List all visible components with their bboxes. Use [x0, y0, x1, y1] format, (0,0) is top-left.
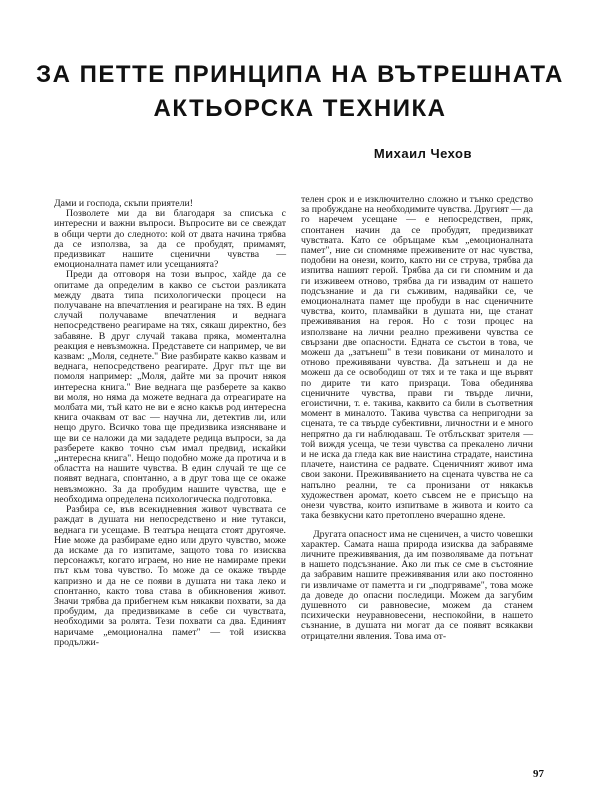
greeting-paragraph: Дами и господа, скъпи приятели!	[54, 198, 193, 209]
left-column	[54, 199, 286, 648]
article-title-line-1: ЗА ПЕТТЕ ПРИНЦИПА НА ВЪТРЕШНАТА	[36, 61, 564, 88]
right-column	[301, 195, 533, 642]
body-paragraph: Другата опасност има не сценичен, а чисто човешки характер. Самата наша природа изисква да забравяме личните преживявания, да им позволяваме да потънат в нашето подсъзнание. Ако ли пък се сме в състояние да забравим нашите преживявания или ако постоянно ги извличаме от паметта и ги „подгряваме", това може да доведе до опасни последици. Можем да загубим душевното си равновесие, можем да станем психически неуравновесени, неспокойни, в нашето съзнание, в душата ни могат да се появят всякакви отрицателни явления. Това има от-	[301, 528, 533, 642]
body-paragraph: Разбира се, във всекидневния живот чувствата се раждат в душата ни непосредствено и ние тутакси, веднага ги усещаме. В театъра нещата стоят другояче. Ние може да разбираме едно или друго чувство, може да искаме да го изпитаме, защото това го изисква персонажът, когато играем, но ние не намираме преки път към това чувство. То може да се окаже твърде капризно и да не се появи в душата ни така леко и спонтанно, както това става в обикновения живот. Значи трябва да прибегнем към някакви похвати, за да пробудим, да предизвикаме в себе си чувствата, необходими за ролята. Тези похвати са два. Единият наричаме „емоционална памет" — той изисква продължи-	[54, 504, 286, 648]
article-title	[30, 58, 570, 126]
body-paragraph: телен срок и е изключително сложно и тънко средство за пробуждане на необходимите чувства. Другият — да го наречем усещане — е непосредствен, пряк, спонтанен начин да се пробудят, предизвикат чувствата. Като се обръщаме към „емоционалната памет", ние си спомняме преживените от нас чувства, подобни на онези, които, както ни се струва, трябва да изпитва нашият герой. Трябва да си ги спомним и да ги изживеем отново, трябва да ги извадим от нашето подсъзнание и да ги съживим, надявайки се, че емоционалната памет ще пробуди в нас сценичните чувства, които, пламвайки в душата ни, ще станат преживявания на героя. Но с този процес на използване на лични реално преживени чувства се свързани две опасности. Едната се състои в това, че можеш да „затънеш" в тези повикани от миналото и отново преживявани чувства. Да затънеш и да не можеш да се освободиш от тях и те така и ще вървят по дирите ти като призраци. Това обединява сценичните чувства, прави ги твърде лични, егоистични, т. е. такива, каквито са били в съответния момент в миналото. Такива чувства са непригодни за сцената, те са твърде субективни, личностни и е много непрятно да ги наблюдаваш. Те отблъскват зрителя — той виждя усеща, че тези чувства са прекалено лични и не иска да гледа как вие наистина страдате, наистина плачете, наистина се радвате. Сценичният живот има свои закони. Преживяванието на сцената чувства не са напълно реални, те са пронизани от някакъв художествен аромат, което съвсем не е присъщо на онези чувства, които изпитваме в живота и които са така безвкусни като претоплено вчерашно ядене.	[301, 194, 533, 522]
article-author: Михаил Чехов	[373, 146, 472, 161]
page-number: 97	[533, 768, 544, 780]
body-paragraph: Позволете ми да ви благодаря за списъка с интересни и важни въпроси. Въпросите ви се свеждат в общи черти до следното: кой от двата начина трябва да се използва, за да се пробудят, примамят, предизвикат нашите сценични чувства — емоционалната памет или усещанията?	[54, 208, 286, 271]
article-title-line-2: АКТЬОРСКА ТЕХНИКА	[153, 95, 447, 122]
body-paragraph: Преди да отговоря на този въпрос, хайде да се опитаме да определим в какво се състои разликата между двата типа психологически процеси на получаване на впечатления и реагиране на тях. В един случай получаваме впечатления и веднага непосредствено реагираме на тях, сякаш директно, без забавяне. В друг случай такава пряка, моментална реакция е невъзможна. Представете си например, че ви казвам: „Моля, седнете." Вие разбирате какво казвам и веднага, непосредствено реагирате. Друг път ще ви помоля например: „Моля, дайте ми за прочит някоя интересна книга." Вие веднага ще разберете за какво ви моля, но няма да можете веднага да отреагирате на молбата ми, тъй като не ви е ясно какъв род интересна книга очаквам от вас — научна ли, детектив ли, или нещо друго. Всичко това ще предизвика изясняване и ще ви се наложи да ми зададете редица въпроси, за да разберете какво точно съм имал предвид, искайки „интересна книга". Нещо подобно може да протича и в областта на нашите чувства. В един случай те ще се появят веднага, спонтанно, а в друг това ще се окаже невъзможно. За да пробудим нашите чувства, ще е необходима определена психологическа подготовка.	[54, 269, 286, 505]
